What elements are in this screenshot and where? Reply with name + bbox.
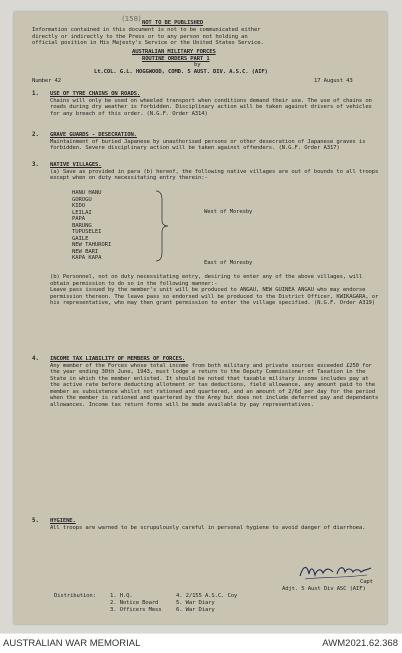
section-2 xyxy=(50,132,380,152)
village-item: PAPA xyxy=(72,216,86,222)
accession-number: AWM2021.62.368 xyxy=(322,638,398,649)
document-page xyxy=(14,12,387,624)
restriction-title: NOT TO BE PUBLISHED xyxy=(142,20,204,26)
section-5-number: 5. xyxy=(32,518,39,524)
signature-rank: Capt xyxy=(360,579,373,585)
by-label: by xyxy=(194,62,201,68)
section-1-body: Chains will only be used on wheeled transport when conditions demand their use. The use of chains on roads during dry weather is forbidden. Disciplinary action will be taken against drivers of vehicles for any breach of this order. (N.G.F. Order A314) xyxy=(50,97,372,117)
village-item: LEILAI xyxy=(72,209,92,216)
village-item: TUPUSELEI xyxy=(72,229,102,235)
restriction-line-2: directly or indirectly to the Press or to any person not holding an xyxy=(32,33,248,40)
institution-name: AUSTRALIAN WAR MEMORIAL xyxy=(3,638,141,649)
village-item: KIDO xyxy=(72,203,86,209)
distribution-item: 5. War Diary xyxy=(176,600,215,606)
east-label: East of Moresby xyxy=(204,260,253,266)
section-5-body: All troops are warned to be scrupulously careful in personal hygiene to avoid danger of diarrhoea. xyxy=(50,524,366,531)
order-date: 17 August 43 xyxy=(314,78,353,84)
village-item: NEW TAHURORI xyxy=(72,242,112,248)
section-4 xyxy=(50,356,380,408)
section-4-body: Any member of the Forces whose total income from both military and private sources exceeded £250 for the year ending 30th June, 1943, must lodge a return to the Deputy Commissioner of Taxation in the State in which the member enlisted. It should be noted that taxable military income includes pay at the active rate before deducting allotment or tax deductions, field allowance, any amount paid to the member as subsistence whilst not rationed and quartered, and an amount of 2/6d per day for the period when the member is rationed and quartered by the Army but does not include deferred pay and dependants allowances. Income tax return forms will be made available by pay representatives. xyxy=(50,362,379,408)
distribution-item: 1. H.Q. xyxy=(110,593,133,599)
section-2-title: GRAVE GUARDS - DESECRATION. xyxy=(50,132,137,138)
village-item: KAPA KAPA xyxy=(72,255,102,261)
order-title: ROUTINE ORDERS PART 1 xyxy=(142,55,210,62)
section-2-number: 2. xyxy=(32,132,39,138)
commander: Lt.COL. G.L. HOGGWOOD, COMD. 5 AUST. DIV. A.S.C. (AIF) xyxy=(94,68,268,75)
distribution-item: 3. Officers Mess xyxy=(110,607,162,613)
village-item: GOROGU xyxy=(72,196,92,203)
village-item: BARUNG xyxy=(72,222,92,229)
west-label: West of Moresby xyxy=(204,209,253,215)
order-number: Number 42 xyxy=(32,78,61,84)
distribution-item: 2. Notice Board xyxy=(110,600,159,606)
signature-line: Adjt. 5 Aust Div ASC (AIF) xyxy=(282,586,366,592)
section-1 xyxy=(50,91,380,117)
restriction-line-1: Information contained in this document is not to be communicated either xyxy=(32,27,261,33)
village-item: GAILE xyxy=(72,235,89,242)
archive-caption-bar xyxy=(0,634,402,653)
restriction-line-3: official position in His Majesty's Service or the United States Service. xyxy=(32,40,264,46)
section-5-title: HYGIENE. xyxy=(50,518,76,524)
section-3-body: (a) Save as provided in para (b) hereof, the following native villages are out of bounds to all troops except when on duty necessitating entry therein:- xyxy=(50,168,379,181)
village-brace xyxy=(154,190,170,262)
section-4-title: INCOME TAX LIABILITY OF MEMBERS OF FORCES. xyxy=(50,356,186,362)
village-list xyxy=(72,190,111,262)
section-4-number: 4. xyxy=(32,356,39,362)
section-5 xyxy=(50,518,380,531)
village-item: NEW BARI xyxy=(72,248,99,255)
distribution-item: 4. 2/155 A.S.C. Coy xyxy=(176,593,238,599)
pencil-mark: (158) xyxy=(122,15,141,23)
section-3-title: NATIVE VILLAGES. xyxy=(50,162,102,168)
section-2-body: Maintainment of buried Japanese by unauthorised persons or other desecration of Japanese graves is forbidden. Severe disciplinary action will be taken against offenders. (N.G.F. Order A317) xyxy=(50,138,366,151)
section-1-number: 1. xyxy=(32,91,39,97)
section-3-number: 3. xyxy=(32,162,39,168)
section-3b-body: (b) Personnel, not on duty necessitating entry, desiring to enter any of the above villages, will obtain permission to do so in the following manner:- Leave pass issued by the member's unit will be produced to ANGAU, NEW GUINEA ANGAU who may endorse permission thereon. The leave pass so endorsed will be produced to the District Officer, KWIKAGARA, or his representative, who may then grant permission to enter the village specified. (N.G.F. Order A319) xyxy=(50,274,379,306)
force-title: AUSTRALIAN MILITARY FORCES xyxy=(132,49,216,55)
distribution-label: Distribution: xyxy=(54,593,96,599)
section-3 xyxy=(50,162,380,182)
distribution-item: 6. War Diary xyxy=(176,607,215,613)
section-1-title: USE OF TYRE CHAINS ON ROADS. xyxy=(50,91,141,97)
village-item: HANU HANU xyxy=(72,190,102,196)
section-3b xyxy=(50,274,380,307)
